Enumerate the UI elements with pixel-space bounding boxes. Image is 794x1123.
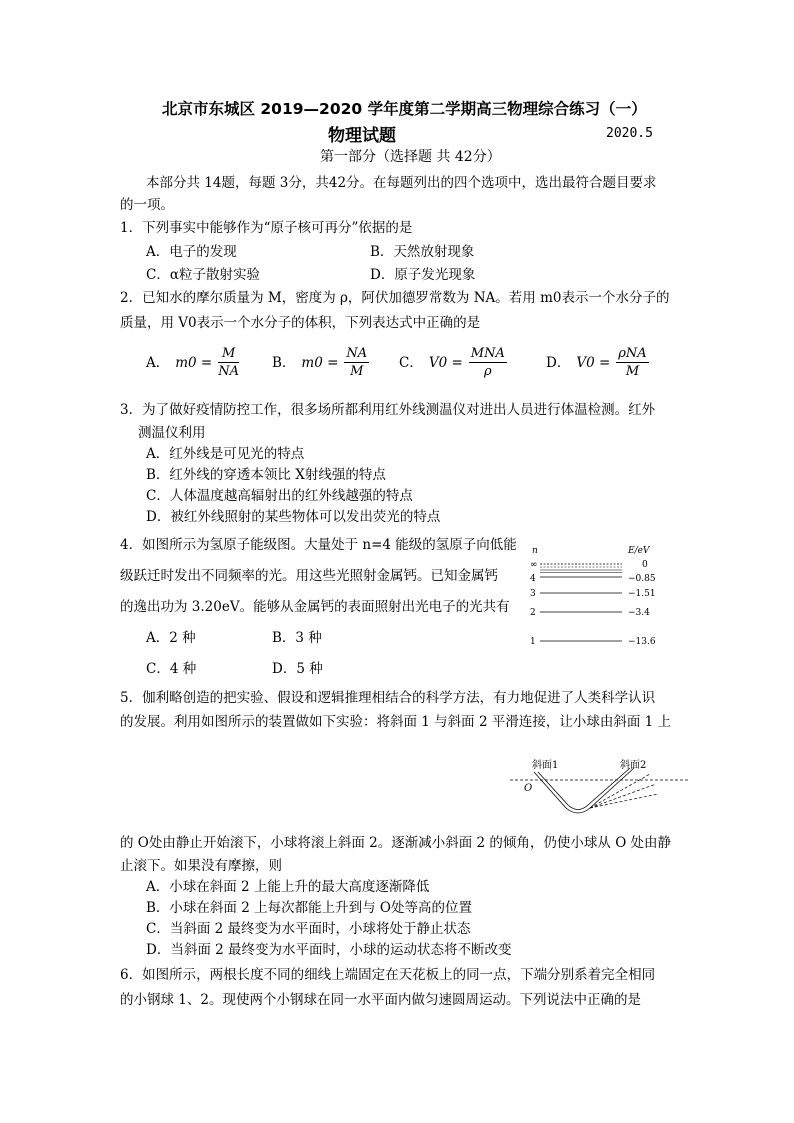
point-o-label: O (524, 783, 533, 794)
q2-option-b-lhs: m0 = (301, 354, 339, 371)
level-n-1: 1 (530, 637, 536, 647)
valley-curve-outer (566, 808, 590, 813)
q2-option-a-fraction (218, 345, 239, 380)
level-n-inf: ∞ (530, 560, 538, 570)
q1-option-b: B．天然放射现象 (370, 244, 475, 260)
q2-option-d-numerator: ρNA (618, 346, 647, 361)
q2-option-c-fraction (469, 345, 507, 380)
q3-stem-line-1: 3．为了做好疫情防控工作，很多场所都利用红外线测温仪对进出人员进行体温检测。红外 (120, 402, 656, 418)
q4-stem-line-3: 的逸出功为 3.20eV。能够从金属钙的表面照射出光电子的光共有 (120, 599, 510, 615)
level-n-4: 4 (530, 574, 536, 584)
q2-option-b-fraction (344, 345, 369, 380)
q4-option-b: B．3 种 (272, 630, 322, 646)
slope-2-outer (590, 768, 634, 808)
q2-option-b (272, 345, 369, 380)
q2-option-a-lhs: m0 = (175, 354, 213, 371)
q2-option-a-label: A． (146, 354, 170, 371)
q2-stem-line-2: 质量，用 V0表示一个水分子的体积，下列表达式中正确的是 (120, 315, 481, 331)
slope-1-outer (534, 772, 566, 808)
q5-stem-line-4: 止滚下。如果没有摩擦，则 (120, 858, 282, 874)
q6-stem-line-1: 6．如图所示，两根长度不同的细线上端固定在天花板上的同一点，下端分别系着完全相同 (120, 967, 656, 983)
inclined-plane-diagram (506, 754, 692, 824)
slope-2-dashed-2 (590, 784, 656, 808)
level-e-2: −3.4 (628, 608, 650, 618)
q2-option-a-denominator: NA (218, 364, 240, 379)
q2-option-c-lhs: V0 = (428, 354, 463, 371)
slope-2-label: 斜面2 (620, 760, 647, 771)
q4-option-d: D．5 种 (272, 661, 323, 677)
q1-stem: 1．下列事实中能够作为“原子核可再分”依据的是 (120, 220, 413, 236)
q3-option-a: A．红外线是可见光的特点 (146, 446, 305, 462)
level-n-2: 2 (530, 608, 536, 618)
q3-option-d: D．被红外线照射的某些物体可以发出荧光的特点 (146, 509, 441, 525)
q5-stem-line-1: 5．伽利略创造的把实验、假设和逻辑推理相结合的科学方法，有力地促进了人类科学认识 (120, 690, 656, 706)
q5-stem-line-2: 的发展。利用如图所示的装置做如下实验：将斜面 1 与斜面 2 平滑连接，让小球由斜面 1 上 (120, 714, 672, 730)
slope-2-inner (588, 768, 630, 805)
q2-option-c-label: C． (399, 354, 423, 371)
q4-stem-line-2: 级跃迁时发出不同频率的光。用这些光照射金属钙。已知金属钙 (120, 568, 498, 584)
q5-option-a: A．小球在斜面 2 上能上升的最大高度逐渐降低 (146, 879, 430, 895)
q2-option-d-label: D． (546, 354, 571, 371)
energy-level-diagram (524, 540, 674, 655)
q1-option-c: C．α粒子散射实验 (146, 267, 260, 283)
q2-option-a-numerator: M (218, 345, 239, 363)
q2-option-d-lhs: V0 = (576, 354, 611, 371)
q5-option-d: D．当斜面 2 最终变为水平面时，小球的运动状态将不断改变 (146, 942, 512, 958)
part-heading: 第一部分（选择题 共 42分） (320, 149, 501, 165)
q2-option-c-numerator: MNA (470, 346, 505, 361)
q1-option-a: A．电子的发现 (146, 244, 237, 260)
q4-option-a: A．2 种 (146, 630, 196, 646)
intro-line-1: 本部分共 14题，每题 3分，共42分。在每题列出的四个选项中，选出最符合题目要求 (146, 175, 657, 191)
subject-title: 物理试题 (328, 126, 396, 146)
q2-option-d (546, 345, 649, 380)
level-n-header: n (532, 546, 538, 556)
q4-stem-line-1: 4．如图所示为氢原子能级图。大量处于 n=4 能级的氢原子向低能 (120, 537, 517, 553)
q6-stem-line-2: 的小钢球 1、2。现使两个小钢球在同一水平面内做匀速圆周运动。下列说法中正确的是 (120, 992, 641, 1008)
q3-option-b: B．红外线的穿透本领比 X射线强的特点 (146, 467, 386, 483)
q3-option-c: C．人体温度越高辐射出的红外线越强的特点 (146, 488, 413, 504)
slope-2-dashed-3 (590, 794, 658, 808)
slope-1-label: 斜面1 (532, 760, 559, 771)
q2-option-b-label: B． (272, 354, 296, 371)
slope-1-inner (538, 772, 568, 805)
level-e-4: −0.85 (628, 574, 656, 584)
level-n-3: 3 (530, 589, 536, 599)
q5-option-b: B．小球在斜面 2 上每次都能上升到与 O处等高的位置 (146, 900, 472, 916)
slope-2-dashed-1 (590, 774, 650, 808)
q2-option-b-numerator: NA (346, 346, 368, 361)
q2-option-d-fraction (616, 345, 648, 380)
q2-option-a (146, 345, 239, 380)
exam-date: 2020.5 (606, 126, 653, 141)
q2-option-c-denominator: ρ (484, 364, 492, 379)
q2-option-c (399, 345, 507, 380)
level-e-1: −13.6 (628, 637, 656, 647)
level-energy-header: E/eV (628, 546, 650, 556)
q4-option-c: C．4 种 (146, 661, 197, 677)
q5-option-c: C．当斜面 2 最终变为水平面时，小球将处于静止状态 (146, 921, 471, 937)
exam-title: 北京市东城区 2019—2020 学年度第二学期高三物理综合练习（一） (162, 100, 647, 118)
q1-option-d: D．原子发光现象 (370, 267, 476, 283)
q3-stem-line-2: 测温仪利用 (138, 425, 206, 441)
q2-option-d-denominator: M (625, 364, 640, 379)
q2-option-b-denominator: M (350, 364, 364, 379)
valley-curve-inner (568, 805, 588, 810)
level-e-3: −1.51 (628, 589, 656, 599)
level-e-inf: 0 (642, 560, 648, 570)
intro-line-2: 的一项。 (120, 197, 174, 213)
q5-stem-line-3: 的 O处由静止开始滚下，小球将滚上斜面 2。逐渐减小斜面 2 的倾角，仍使小球从 O 处由静 (120, 835, 672, 851)
q2-stem-line-1: 2．已知水的摩尔质量为 M，密度为 ρ，阿伏加德罗常数为 NA。若用 m0表示一个水分子的 (120, 290, 670, 306)
